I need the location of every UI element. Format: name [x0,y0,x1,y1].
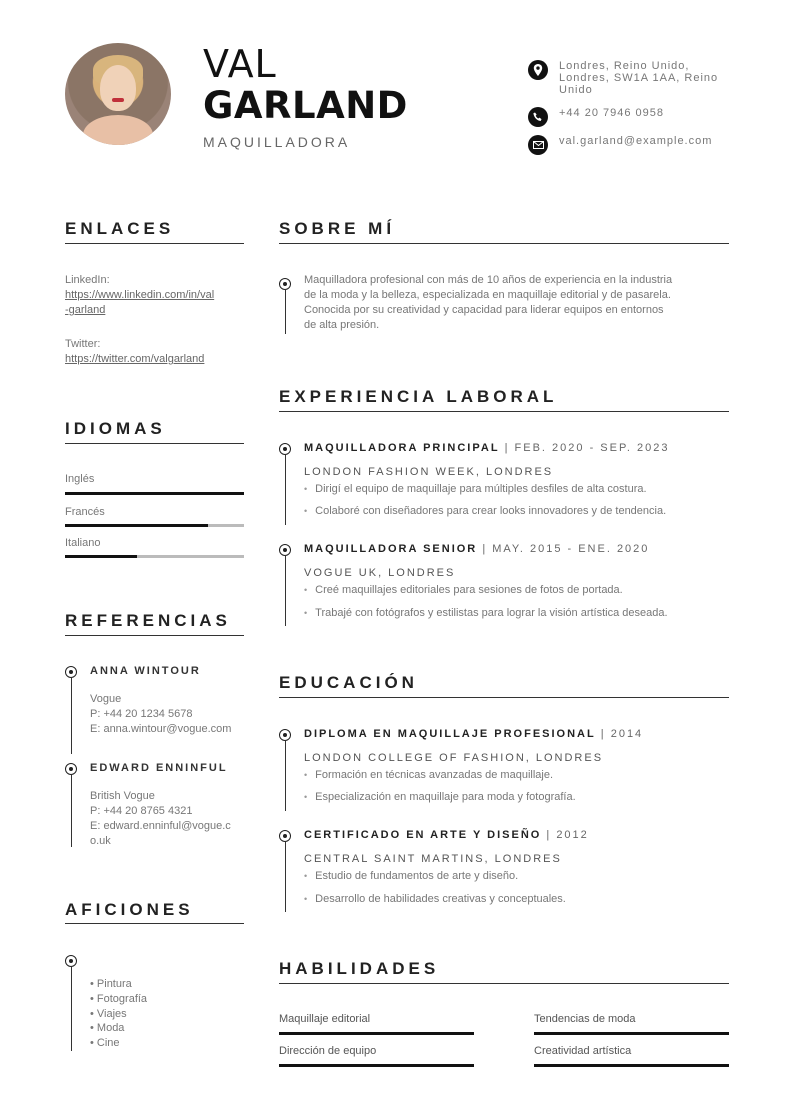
language-bar-fill [65,555,137,558]
location-icon [528,60,548,80]
contact-phone [528,107,728,127]
language-name: Francés [65,506,105,518]
education-bullet: • Formación en técnicas avanzadas de maquillaje. [304,769,553,781]
job-separator: | [504,442,510,454]
timeline-dot [279,729,291,741]
education-divider [279,697,729,698]
education-bullet: • Estudio de fundamentos de arte y diseño. [304,870,518,882]
job-header [304,442,669,454]
skill-bar [279,1032,474,1035]
education-separator: | [546,829,552,841]
reference-company: Vogue [90,693,122,705]
job-role: MAQUILLADORA PRINCIPAL [304,442,500,454]
language-name: Inglés [65,473,95,485]
linkedin-link[interactable] [65,288,245,318]
skills-title: HABILIDADES [279,959,440,978]
hobby-item: • Cine [90,1037,120,1049]
timeline-dot [65,763,77,775]
language-bar [65,555,244,558]
language-name: Italiano [65,537,101,549]
language-bar [65,492,244,495]
linkedin-url-line2[interactable]: -garland [65,304,106,316]
timeline-line [71,775,72,847]
job-header [304,543,649,555]
first-name: VAL [203,42,277,86]
language-bar [65,524,244,527]
skill-bar [534,1064,729,1067]
language-bar-fill [65,492,244,495]
about-divider [279,243,729,244]
linkedin-label: LinkedIn: [65,274,110,286]
email-text: val.garland@example.com [559,135,713,147]
contact-email [528,135,728,155]
job-bullet: • Dirigí el equipo de maquillaje para múltiples desfiles de alta costura. [304,483,647,495]
education-dates: 2012 [556,829,589,841]
profile-photo [65,43,171,145]
last-name: GARLAND [203,84,408,127]
address-line-2: Londres, SW1A 1AA, Reino [559,72,719,84]
about-title: SOBRE MÍ [279,219,396,238]
job-separator: | [482,543,488,555]
reference-phone: P: +44 20 1234 5678 [90,708,193,720]
links-title: ENLACES [65,219,175,238]
experience-divider [279,411,729,412]
languages-title: IDIOMAS [65,419,166,438]
job-bullet: • Creé maquillajes editoriales para sesiones de fotos de portada. [304,584,623,596]
about-line: Conocida por su creatividad y capacidad para liderar equipos en entornos [304,304,664,316]
education-bullet: • Especialización en maquillaje para moda y fotografía. [304,791,576,803]
about-line: de alta presión. [304,319,380,331]
language-bar-fill [65,524,208,527]
job-company: VOGUE UK, LONDRES [304,567,456,579]
job-bullet: • Trabajé con fotógrafos y estilistas para lograr la visión artística deseada. [304,607,668,619]
phone-icon [528,107,548,127]
education-dates: 2014 [610,728,644,740]
job-dates: MAY. 2015 - ENE. 2020 [492,543,650,555]
experience-title: EXPERIENCIA LABORAL [279,387,558,406]
timeline-line [71,678,72,754]
linkedin-url-line1[interactable]: https://www.linkedin.com/in/val [65,289,215,301]
education-header [304,728,643,740]
timeline-dot [279,443,291,455]
education-school: CENTRAL SAINT MARTINS, LONDRES [304,853,562,865]
education-title: EDUCACIÓN [279,673,418,692]
timeline-line [285,741,286,811]
job-title: MAQUILLADORA [203,134,351,150]
timeline-line [285,842,286,912]
timeline-line [71,967,72,1051]
timeline-dot [279,278,291,290]
contact-address [528,60,728,96]
email-icon [528,135,548,155]
twitter-block [65,337,245,367]
education-separator: | [600,728,606,740]
reference-email: E: anna.wintour@vogue.com [90,723,232,735]
education-header [304,829,589,841]
skill-name: Maquillaje editorial [279,1013,371,1025]
timeline-dot [65,666,77,678]
timeline-line [285,556,286,626]
languages-divider [65,443,244,444]
about-line: Maquilladora profesional con más de 10 años de experiencia en la industria [304,274,673,286]
job-bullet: • Colaboré con diseñadores para crear looks innovadores y de tendencia. [304,505,666,517]
hobbies-divider [65,923,244,924]
reference-company: British Vogue [90,790,155,802]
links-divider [65,243,244,244]
linkedin-block [65,273,245,318]
twitter-label: Twitter: [65,338,101,350]
skill-name: Dirección de equipo [279,1045,377,1057]
job-role: MAQUILLADORA SENIOR [304,543,478,555]
skills-divider [279,983,729,984]
twitter-link[interactable]: https://twitter.com/valgarland [65,353,205,365]
skill-name: Creatividad artística [534,1045,632,1057]
phone-text: +44 20 7946 0958 [559,107,665,119]
skill-bar [279,1064,474,1067]
reference-phone: P: +44 20 8765 4321 [90,805,193,817]
address-line-1: Londres, Reino Unido, [559,60,690,72]
reference-name: ANNA WINTOUR [90,665,201,677]
about-line: de la moda y la belleza, especializada en maquillaje editorial y de pasarela. [304,289,671,301]
about-text [304,273,729,333]
timeline-line [285,455,286,525]
address-line-3: Unido [559,84,593,96]
job-dates: FEB. 2020 - SEP. 2023 [514,442,670,454]
skill-name: Tendencias de moda [534,1013,636,1025]
hobby-item: • Viajes [90,1008,127,1020]
reference-email-cont: o.uk [90,835,111,847]
hobby-item: • Moda [90,1022,125,1034]
timeline-dot [279,544,291,556]
job-company: LONDON FASHION WEEK, LONDRES [304,466,554,478]
references-divider [65,635,244,636]
education-bullet: • Desarrollo de habilidades creativas y conceptuales. [304,893,566,905]
reference-email: E: edward.enninful@vogue.c [90,820,231,832]
hobby-item: • Fotografía [90,993,148,1005]
skill-bar [534,1032,729,1035]
hobby-item: • Pintura [90,978,132,990]
references-title: REFERENCIAS [65,611,231,630]
education-degree: DIPLOMA EN MAQUILLAJE PROFESIONAL [304,728,596,740]
timeline-dot [279,830,291,842]
education-degree: CERTIFICADO EN ARTE Y DISEÑO [304,829,542,841]
hobbies-title: AFICIONES [65,900,194,919]
timeline-line [285,290,286,334]
timeline-dot [65,955,77,967]
education-school: LONDON COLLEGE OF FASHION, LONDRES [304,752,604,764]
reference-name: EDWARD ENNINFUL [90,762,228,774]
